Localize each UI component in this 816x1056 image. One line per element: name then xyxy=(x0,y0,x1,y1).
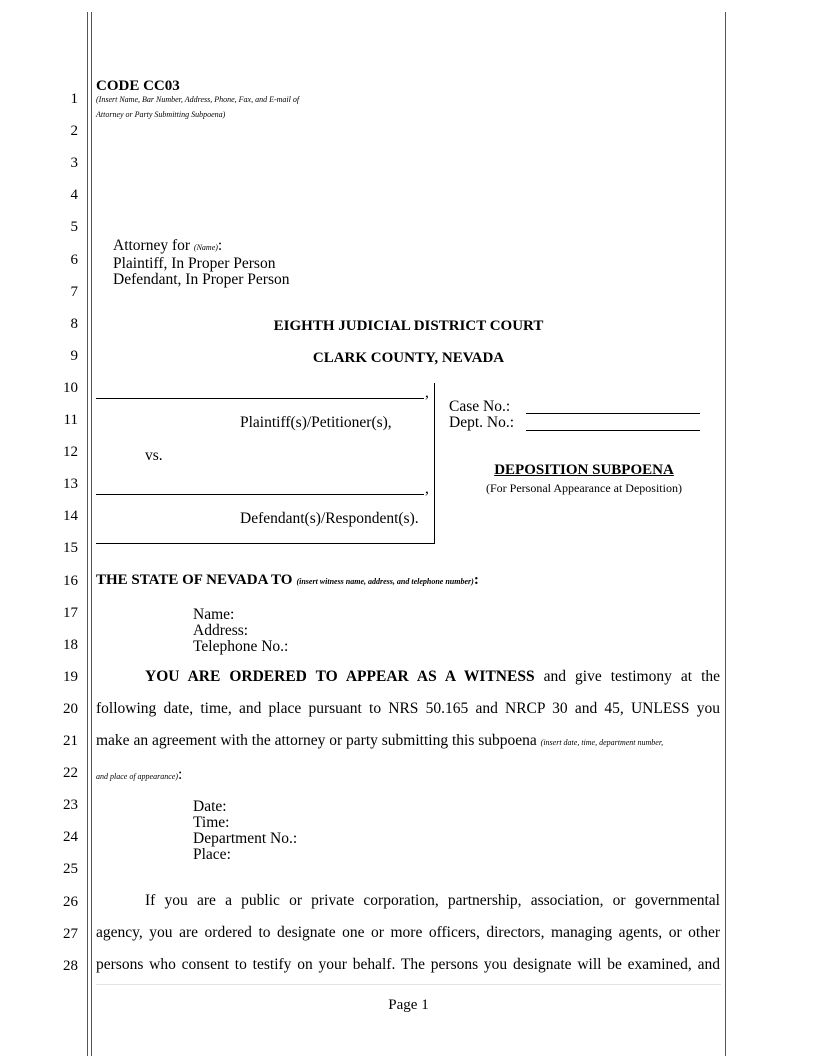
case-number-row xyxy=(449,399,510,415)
court-county: CLARK COUNTY, NEVADA xyxy=(312,350,505,366)
order-line-3-note: (insert date, time, department number, xyxy=(540,738,664,747)
line-number: 7 xyxy=(70,284,78,300)
witness-name-label: Name: xyxy=(193,606,235,623)
line-number: 25 xyxy=(63,861,78,877)
witness-phone-label: Telephone No.: xyxy=(193,638,289,655)
line-number: 2 xyxy=(70,123,78,139)
corporation-line-1: If you are a public or private corporation, partnership, association, or governmental xyxy=(145,892,720,909)
line-number: 15 xyxy=(63,540,78,556)
appearance-time-label: Time: xyxy=(193,814,230,831)
page-number: Page 1 xyxy=(388,997,429,1013)
line-number: 6 xyxy=(70,252,78,268)
line-number: 21 xyxy=(63,733,78,749)
defendant-in-proper-person: Defendant, In Proper Person xyxy=(113,271,290,288)
state-to-colon: : xyxy=(473,572,479,588)
order-bold-lead: YOU ARE ORDERED TO APPEAR AS A WITNESS xyxy=(145,668,535,685)
line-number: 20 xyxy=(63,701,78,717)
order-line-3 xyxy=(96,732,720,752)
plaintiff-comma: , xyxy=(425,384,429,401)
line-number: 26 xyxy=(63,894,78,910)
order-line-2: following date, time, and place pursuant to NRS 50.165 and NRCP 30 and 45, UNLESS you xyxy=(96,700,720,717)
line-number: 28 xyxy=(63,958,78,974)
line-number: 9 xyxy=(70,348,78,364)
line-number: 14 xyxy=(63,508,78,524)
caption-box-right-border xyxy=(434,383,435,543)
plaintiff-label: Plaintiff(s)/Petitioner(s), xyxy=(240,414,392,431)
corporation-line-2: agency, you are ordered to designate one or more officers, directors, managing agents, or other xyxy=(96,924,720,941)
line-number: 13 xyxy=(63,476,78,492)
order-line-1 xyxy=(145,668,720,686)
attorney-info-note-2: Attorney or Party Submitting Subpoena) xyxy=(96,110,226,119)
left-margin-rule-outer xyxy=(87,12,88,1056)
caption-box-bottom-border xyxy=(96,543,435,544)
document-subtitle: (For Personal Appearance at Deposition) xyxy=(486,481,682,495)
order-line-4-note: and place of appearance) xyxy=(96,772,178,781)
attorney-block xyxy=(113,238,289,288)
defendant-comma: , xyxy=(425,480,429,497)
attorney-colon: : xyxy=(217,237,223,254)
corporation-line-3: persons who consent to testify on your behalf. The persons you designate will be examined, and xyxy=(96,956,720,973)
line-number: 5 xyxy=(70,219,78,235)
attorney-for-label: Attorney for xyxy=(113,237,191,254)
defendant-blank-line xyxy=(96,494,424,495)
state-to-heading: THE STATE OF NEVADA TO xyxy=(96,572,293,588)
witness-address-label: Address: xyxy=(193,622,249,639)
order-line-4-colon: : xyxy=(177,766,183,783)
dept-number-label: Dept. No.: xyxy=(449,414,515,431)
witness-fields xyxy=(193,607,288,655)
line-number: 27 xyxy=(63,926,78,942)
plaintiff-blank-line xyxy=(96,398,424,399)
versus-label: vs. xyxy=(145,447,163,464)
line-number: 11 xyxy=(63,412,78,428)
line-number: 8 xyxy=(70,316,78,332)
case-number-label: Case No.: xyxy=(449,398,511,415)
line-number: 22 xyxy=(63,765,78,781)
line-number: 16 xyxy=(63,573,78,589)
line-number: 17 xyxy=(63,605,78,621)
line-number: 23 xyxy=(63,797,78,813)
left-margin-rule-inner xyxy=(91,12,92,1056)
attorney-name-note: (Name) xyxy=(193,243,218,252)
defendant-label: Defendant(s)/Respondent(s). xyxy=(240,510,419,527)
line-number: 4 xyxy=(70,187,78,203)
line-number: 24 xyxy=(63,829,78,845)
appearance-fields xyxy=(193,799,297,863)
plaintiff-in-proper-person: Plaintiff, In Proper Person xyxy=(113,255,276,272)
order-line-4 xyxy=(96,766,182,784)
line-number: 19 xyxy=(63,669,78,685)
line-number: 3 xyxy=(70,155,78,171)
dept-number-field[interactable] xyxy=(526,430,700,431)
line-number: 18 xyxy=(63,637,78,653)
appearance-dept-label: Department No.: xyxy=(193,830,298,847)
state-to-note: (insert witness name, address, and telephone number) xyxy=(296,577,474,586)
appearance-place-label: Place: xyxy=(193,846,231,863)
state-to-heading-row xyxy=(96,571,479,589)
order-line-1-rest: and give testimony at the xyxy=(543,668,721,685)
right-margin-rule xyxy=(725,12,726,1056)
dept-number-row xyxy=(449,415,514,431)
form-code: CODE CC03 xyxy=(96,78,180,94)
line-number: 12 xyxy=(63,444,78,460)
line-number: 10 xyxy=(63,380,78,396)
appearance-date-label: Date: xyxy=(193,798,227,815)
document-title: DEPOSITION SUBPOENA xyxy=(494,462,674,478)
case-number-field[interactable] xyxy=(526,413,700,414)
attorney-info-note-1: (Insert Name, Bar Number, Address, Phone, Fax, and E-mail of xyxy=(96,95,300,104)
court-name: EIGHTH JUDICIAL DISTRICT COURT xyxy=(273,318,544,334)
order-line-3-text: make an agreement with the attorney or party submitting this subpoena xyxy=(96,732,537,749)
footer-divider xyxy=(96,984,721,985)
line-number: 1 xyxy=(70,91,78,107)
